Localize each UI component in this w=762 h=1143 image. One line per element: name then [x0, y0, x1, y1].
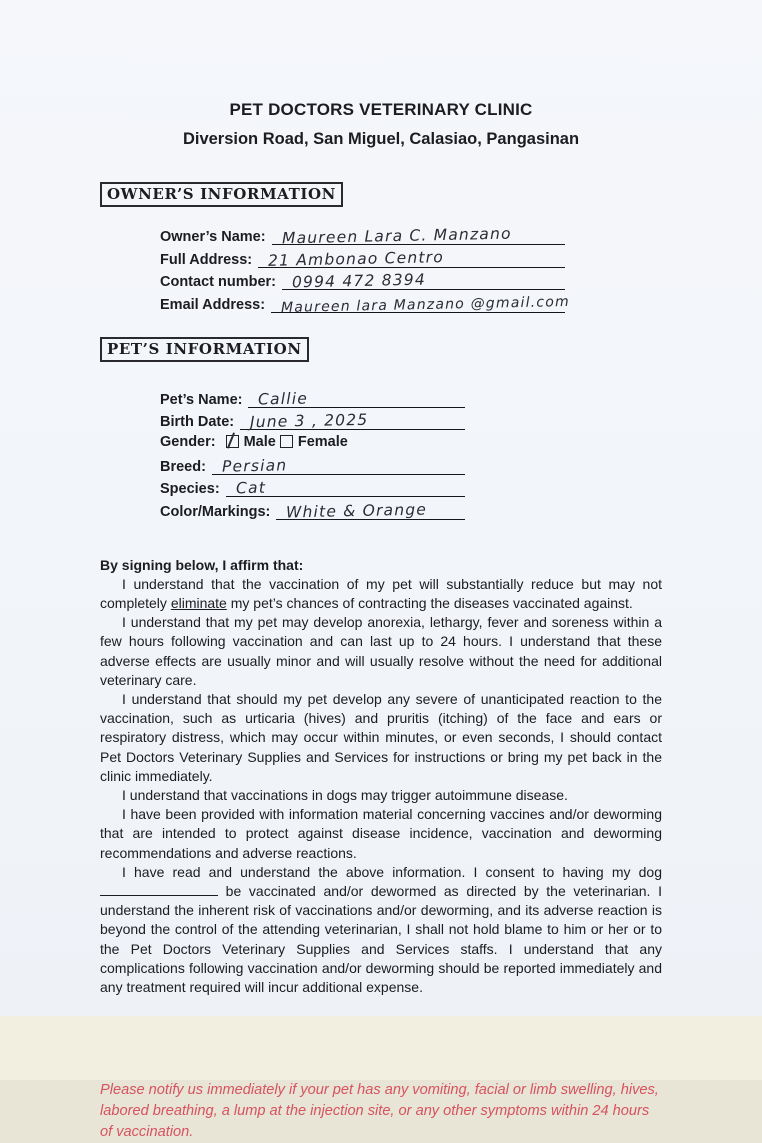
full-address-underline	[258, 247, 565, 268]
color-markings-row	[160, 498, 465, 520]
pet-fields	[160, 386, 465, 520]
clinic-header	[100, 0, 662, 149]
email-address-label: Email Address:	[160, 296, 266, 313]
pet-name-underline	[248, 387, 465, 408]
gender-row	[160, 431, 465, 453]
breed-label: Breed:	[160, 458, 206, 475]
owner-name-row	[160, 223, 565, 248]
birth-date-underline	[240, 409, 465, 430]
male-label: Male	[243, 433, 276, 450]
birth-date-handwritten-value: June 3 , 2025	[249, 410, 369, 432]
pet-name-row	[160, 386, 465, 408]
email-address-underline	[271, 292, 571, 316]
species-label: Species:	[160, 481, 220, 497]
owner-section-title: OWNER’S INFORMATION	[100, 182, 343, 207]
pet-name-handwritten-value: Callie	[258, 388, 309, 409]
dog-name-blank-line	[100, 883, 218, 896]
clinic-address: Diversion Road, San Miguel, Calasiao, Pangasinan	[182, 130, 580, 148]
p1-text-after: my pet’s chances of contracting the diseases vaccinated against.	[226, 594, 633, 611]
owner-name-underline	[272, 224, 565, 248]
p1-text-before: I understand that the vaccination of my pet will substantially reduce but may not completely	[100, 575, 662, 611]
female-checkbox-unchecked	[280, 435, 293, 448]
species-row	[160, 475, 465, 497]
contact-number-row	[160, 268, 565, 290]
birth-date-row	[160, 408, 465, 430]
breed-row	[160, 453, 465, 475]
affirmation-paragraph-6	[100, 863, 662, 997]
affirmation-paragraph-4: I understand that vaccinations in dogs may trigger autoimmune disease.	[122, 786, 568, 803]
male-checkbox-checked	[226, 435, 239, 448]
handwritten-check-mark	[226, 432, 234, 449]
gender-label: Gender:	[160, 433, 216, 450]
species-handwritten-value: Cat	[235, 478, 266, 498]
affirmation-paragraph-5: I have been provided with information material concerning vaccines and/or deworming that are intended to protect against disease incidence, vaccination and deworming recommendations and adverse reactions.	[100, 806, 662, 861]
p6-text-after: be vaccinated and/or dewormed as directed by the veterinarian. I understand the inherent risk of vaccinations and/or deworming, and its adverse reaction is beyond the control of the attending veterinarian, I shall not hold blame to him or her or to the Pet Doctors Veterinary Supplies and Services staffs. I understand that any complications following vaccination and/or deworming should be reported immediately and any treatment required will incur additional expense.	[100, 882, 662, 995]
owner-name-handwritten-value: Maureen Lara C. Manzano	[281, 224, 512, 248]
affirmation-paragraph-3: I understand that should my pet develop any severe of unanticipated reaction to the vaccination, such as urticaria (hives) and pruritis (itching) of the face and ears or respiratory distress, which may occur within minutes, or even seconds, I should contact Pet Doctors Veterinary Supplies and Services for instructions or bring my pet back in the clinic immediately.	[100, 690, 662, 784]
affirmation-heading: By signing below, I affirm that:	[100, 556, 304, 573]
affirmation-body	[100, 556, 662, 998]
pet-section-title: PET’S INFORMATION	[100, 337, 309, 362]
contact-number-underline	[282, 269, 565, 290]
full-address-row	[160, 246, 565, 268]
p6-text-before: I have read and understand the above information. I consent to having my dog	[122, 863, 662, 880]
p1-underlined-word: eliminate	[170, 594, 227, 611]
breed-handwritten-value: Persian	[221, 455, 288, 476]
email-address-handwritten-value: Maureen lara Manzano @gmail.com	[280, 293, 571, 316]
female-label: Female	[297, 433, 348, 450]
affirmation-paragraph-1	[100, 575, 662, 613]
post-vaccination-notice: Please notify us immediately if your pet has any vomiting, facial or limb swelling, hives, labored breathing, a lump at the injection site, or any other symptoms within 24 hours of vaccination.	[100, 1082, 659, 1141]
affirmation-paragraph-2: I understand that my pet may develop anorexia, lethargy, fever and soreness within a few hours following vaccination and can last up to 24 hours. I understand that these adverse effects are usually minor and will usually resolve without the need for additional veterinary care.	[100, 614, 662, 688]
owner-fields	[160, 223, 571, 316]
species-underline	[226, 476, 465, 497]
color-markings-underline	[276, 499, 465, 520]
contact-number-label: Contact number:	[160, 274, 276, 290]
contact-number-handwritten-value: 0994 472 8394	[291, 270, 427, 292]
owner-name-label: Owner’s Name:	[160, 229, 266, 245]
full-address-label: Full Address:	[160, 251, 253, 268]
birth-date-label: Birth Date:	[160, 414, 235, 430]
scanner-bed-background	[0, 1016, 762, 1080]
color-markings-handwritten-value: White & Orange	[286, 500, 428, 521]
full-address-handwritten-value: 21 Ambonao Centro	[267, 247, 445, 270]
email-address-row	[160, 291, 571, 316]
clinic-name: PET DOCTORS VETERINARY CLINIC	[229, 100, 533, 119]
breed-underline	[212, 454, 465, 475]
color-markings-label: Color/Markings:	[160, 503, 271, 520]
pet-name-label: Pet’s Name:	[160, 391, 243, 408]
